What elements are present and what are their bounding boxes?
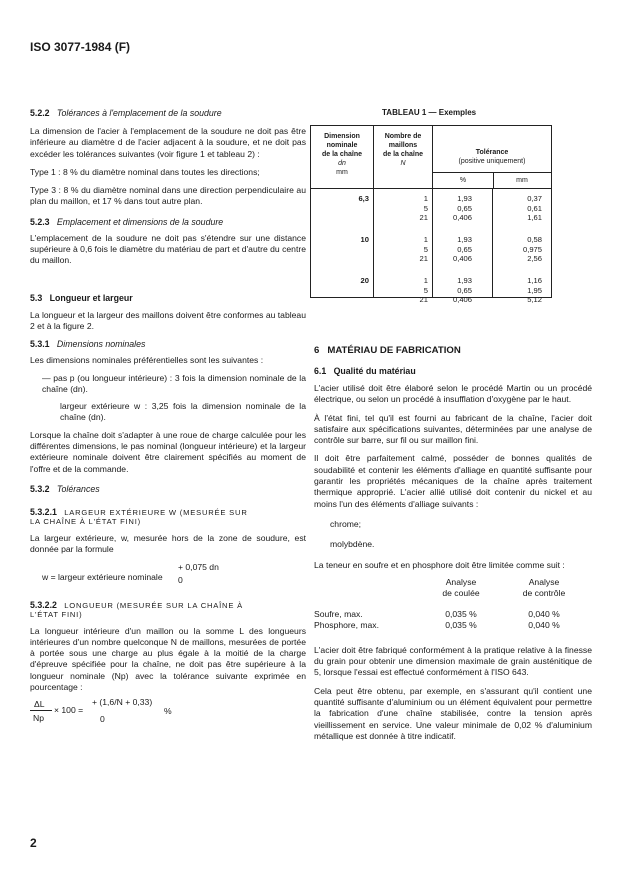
section-heading-5-3-2-1-cont: LA CHAÎNE À L'ÉTAT FINI) — [30, 516, 141, 526]
table-cell: 1,93 — [457, 276, 472, 285]
section-heading-6-1: 6.1 Qualité du matériau — [314, 366, 416, 376]
section-heading-6: 6 MATÉRIAU DE FABRICATION — [314, 345, 461, 356]
table-cell: 5 — [423, 244, 428, 254]
section-heading-5-2-3: 5.2.3 Emplacement et dimensions de la soudure — [30, 216, 224, 227]
paragraph: Cela peut être obtenu, par exemple, en s'assurant qu'il contient une quantité suffisante d'aluminium ou un élément équivalent pour permettre la fabrication d'une chaîne stabilisée, contre la tension après vieillissement en service. Une valeur minimale de 0,02 % d'aluminium métallique est donnée à titre indicatif. — [314, 685, 592, 741]
list-item: chrome; — [330, 518, 362, 529]
section-heading-5-3-2-2: 5.3.2.2 LONGUEUR (MESURÉE SUR LA CHAÎNE À — [30, 599, 243, 610]
col-header-dimension: Dimension nominale de la chaîne dn mm — [311, 126, 374, 188]
table-cell: 10 — [360, 235, 369, 244]
table-cell: 5,12 — [527, 295, 542, 304]
analysis-header-check: Analyse de contrôle — [522, 576, 566, 598]
table-cell: 0,65 — [457, 203, 472, 213]
formula-width: w = largeur extérieure nominale + 0,075 dn 0 — [42, 561, 219, 585]
paragraph: Lorsque la chaîne doit s'adapter à une roue de charge calculée pour les différentes dimensions, le pas nominal (longueur intérieure) et la largeur extérieure nominale doivent être clairement spécifiés au moment de l'offre et de la commande. — [30, 429, 306, 474]
paragraph: La dimension de l'acier à l'emplacement de la soudure ne doit pas être inférieure au diamètre d de l'acier adjacent à la soudure, et ne doit pas excéder les tolérances suivantes (voir figure 1 et tableau 2) : — [30, 126, 306, 159]
table-cell: 1,95 — [527, 285, 542, 295]
list-item: largeur extérieure w : 3,25 fois la dimension nominale de la chaîne (dn). — [60, 401, 306, 423]
table-cell: 0,61 — [527, 203, 542, 213]
paragraph: La longueur et la largeur des maillons doivent être conformes au tableau 2 et à la figure 2. — [30, 309, 306, 331]
section-heading-5-2-2: 5.2.2 Tolérances à l'emplacement de la soudure — [30, 108, 222, 118]
analysis-cell: 0,040 % — [528, 608, 560, 619]
table-cell: 0,58 — [527, 235, 542, 244]
paragraph: L'acier utilisé doit être élaboré selon le procédé Martin ou un procédé électrique, ou selon un procédé à insufflation d'oxygène par le haut. — [314, 383, 592, 405]
page-number: 2 — [30, 836, 37, 850]
paragraph: Les dimensions nominales préférentielles sont les suivantes : — [30, 355, 264, 366]
paragraph: L'acier doit être fabriqué conformément à la pratique relative à la finesse du grain pour obtenir une dimension maximale de grain austénitique de 5, lorsque l'essai est effectué conformément à l'ISO 643. — [314, 644, 592, 678]
table-body — [311, 189, 551, 304]
table-cell: 1,16 — [527, 276, 542, 285]
fraction-bar — [30, 710, 52, 711]
section-heading-5-3-2: 5.3.2 Tolérances — [30, 483, 100, 494]
section-heading-5-3-1: 5.3.1 Dimensions nominales — [30, 339, 146, 350]
table-cell: 5 — [423, 203, 428, 213]
table-row — [311, 254, 551, 265]
table-row — [311, 295, 551, 306]
table-cell: 0,975 — [522, 244, 542, 254]
table-header — [311, 126, 551, 189]
table-cell: 0,406 — [452, 254, 472, 263]
list-item: molybdène. — [330, 539, 375, 550]
paragraph: La longueur intérieure d'un maillon ou la somme L des longueurs intérieures d'un nombre quelconque N de maillons, mesurées de portée à portée sous une charge au plus égale à la moitié de la charge d'épreuve spécifiée pour la chaîne, ne doit pas être supérieure à la longueur nominale (Np) avec la tolérance suivante exprimée en pourcentage : — [30, 625, 306, 693]
table-cell: 21 — [419, 254, 428, 263]
paragraph: Type 1 : 8 % du diamètre nominal dans toutes les directions; — [30, 166, 260, 177]
table-cell: 1 — [423, 235, 428, 244]
document-header: ISO 3077-1984 (F) — [30, 40, 131, 54]
table-cell: 0,37 — [527, 194, 542, 203]
analysis-cell: 0,035 % — [445, 619, 477, 630]
table-cell: 1,93 — [457, 194, 472, 203]
list-item: — pas p (ou longueur intérieure) : 3 fois la dimension nominale de la chaîne (dn). — [42, 372, 306, 394]
table-cell: 0,65 — [457, 244, 472, 254]
table-frame — [310, 125, 552, 304]
analysis-header-cast: Analyse de coulée — [442, 576, 480, 598]
paragraph: À l'état fini, tel qu'il est fourni au fabricant de la chaîne, l'acier doit satisfaire aux spécifications suivantes, déterminées par une analyse de contrôle sur barre, sur fil ou sur maillon fini. — [314, 412, 592, 446]
table-cell: 5 — [423, 285, 428, 295]
table-caption: TABLEAU 1 — Exemples — [382, 108, 477, 117]
formula-length: ΔL Np × 100 = + (1,6/N + 0,33) 0 % — [30, 697, 306, 733]
right-column — [314, 345, 592, 742]
paragraph: La largeur extérieure, w, mesurée hors de la zone de soudure, est donnée par la formule — [30, 532, 306, 555]
table-cell: 1 — [423, 276, 428, 285]
table-cell: 21 — [419, 295, 428, 304]
divider — [433, 172, 551, 173]
table-cell: 0,406 — [452, 295, 472, 304]
paragraph: Type 3 : 8 % du diamètre nominal dans une direction perpendiculaire au plan du maillon, et 17 % dans tout autre plan. — [30, 185, 306, 207]
table-cell: 20 — [360, 276, 369, 285]
analysis-row-label: Phosphore, max. — [314, 619, 379, 630]
table-cell: 1 — [423, 194, 428, 203]
table-cell: 0,406 — [452, 213, 472, 222]
table-cell: 6,3 — [358, 194, 369, 203]
analysis-row-label: Soufre, max. — [314, 608, 363, 619]
table-cell: 2,56 — [527, 254, 542, 263]
section-heading-5-3-2-2-cont: L'ÉTAT FINI) — [30, 609, 83, 619]
analysis-cell: 0,035 % — [445, 608, 477, 619]
table-cell: 1,93 — [457, 235, 472, 244]
table-row — [311, 213, 551, 224]
table-cell: 21 — [419, 213, 428, 222]
left-column — [30, 108, 306, 733]
section-heading-5-3: 5.3 Longueur et largeur — [30, 292, 133, 303]
analysis-table — [314, 577, 592, 637]
col-header-links: Nombre de maillons de la chaîne N — [374, 126, 433, 188]
table-cell: 1,61 — [527, 213, 542, 222]
section-heading-5-3-2-1: 5.3.2.1 LARGEUR EXTÉRIEURE W (MESURÉE SUR — [30, 506, 248, 517]
col-header-tolerance: Tolérance (positive uniquement) % mm — [433, 126, 551, 188]
paragraph: L'emplacement de la soudure ne doit pas s'étendre sur une distance supérieure à 0,6 fois le diamètre du matériau de part et d'autre du centre du maillon. — [30, 232, 306, 266]
table-cell: 0,65 — [457, 285, 472, 295]
table-1 — [310, 108, 600, 304]
paragraph: La teneur en soufre et en phosphore doit être limitée comme suit : — [314, 559, 565, 570]
paragraph: Il doit être parfaitement calmé, posséder de bonnes qualités de soudabilité et contenir les éléments d'alliage en quantité suffisante pour garantir les propriétés mécaniques de la chaîne après traitement thermique approprié. L'acier allié utilisé doit contenir du nickel et au moins l'un des éléments d'alliage suivants : — [314, 453, 592, 509]
analysis-cell: 0,040 % — [528, 619, 560, 630]
